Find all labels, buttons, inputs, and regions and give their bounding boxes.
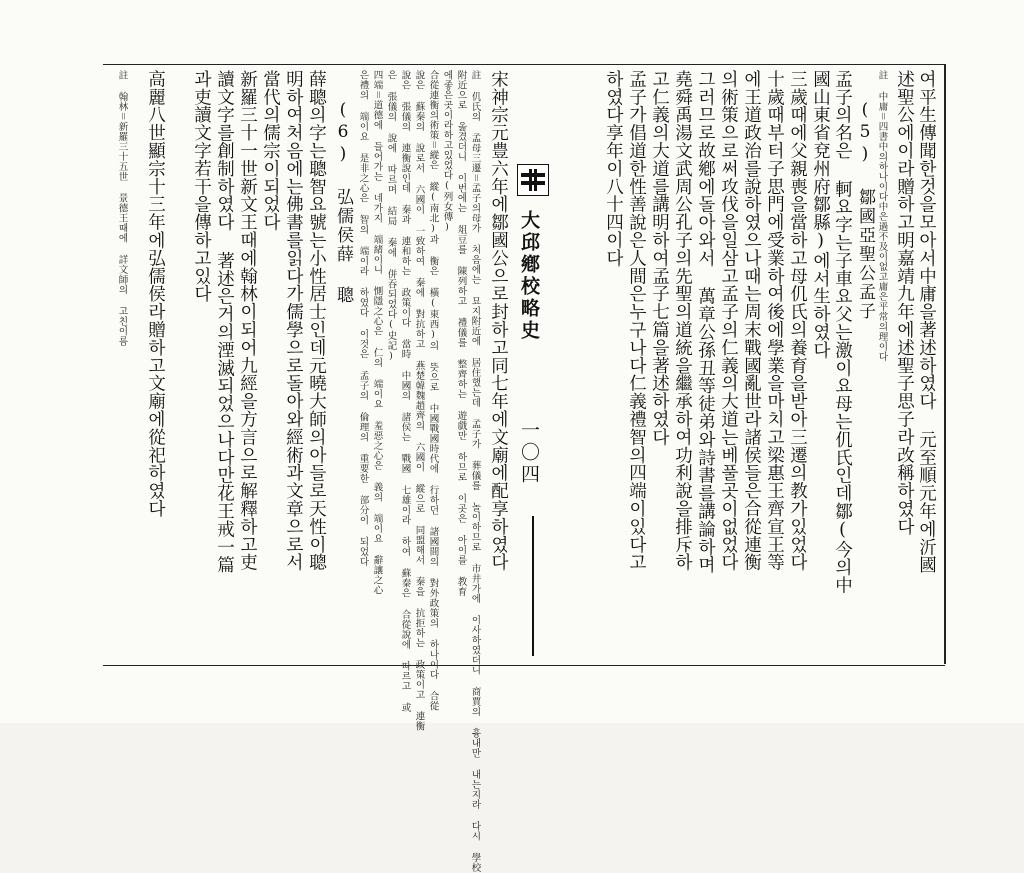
page-border-right	[944, 64, 946, 664]
left-col-8: 高麗八世顯宗十三年에弘儒侯라贈하고文廟에從祀하였다	[145, 70, 166, 518]
left-note-4: 合從連衡의術策＝縱은 縱(南北)과 衡은 橫(東西)의 뜻으로 中國戰國時代에 行하던 諸國間의 對外政策의 하나이다 合從	[427, 70, 439, 711]
section-heading-6: (6) 弘儒侯薛 聰	[333, 100, 353, 305]
left-note-2: 附近으로 옮겼더니 이번에는 俎豆를 陳列하고 禮儀를 整齊하는 遊戲만 하므로 이곳은 아이를 教育	[455, 70, 467, 597]
running-head-title: 大邱鄕校略史	[518, 210, 540, 342]
left-col-7: 과吏讀文字若干을傳하고있다	[191, 70, 212, 303]
left-note-8: 四端＝道德에 들어가는 네가지 端緒이니 惻隱之心은 仁의 端이요 羞惡之心은 義의 端이요 辭讓之心	[371, 70, 383, 595]
section-heading-5: (5) 鄒國亞聖公孟子	[855, 100, 875, 321]
right-col-1: 여平生傳聞한것을모아서中庸을著述하였다 元至順元年에沂國	[916, 70, 937, 574]
right-note-1: 註 中庸＝四書中의하나이다中은過不及이없고庸은平常의理이다	[876, 70, 888, 362]
left-note-1: 註 仉氏의 孟母三遷＝孟子의母가 처음에는 묘지附近에 居住했는데 孟子가 葬儀를 놀이하므로 市井가에 이사하였더니 商賈의 흉내만 내는지라 다시 學校	[469, 70, 481, 873]
left-col-5: 新羅三十一世新文王때에翰林이되어九經을方言으로解釋하고吏	[237, 70, 258, 572]
gutter-rule	[532, 516, 534, 656]
left-note-10: 註 翰林＝新羅三十五世 景德王때에 詳文師의 고친이름	[116, 70, 128, 346]
left-col-2: 薛聰의字는聰智요號는小性居士인데元曉大師의아들로天性이聰	[306, 70, 327, 572]
page-number: 一〇四	[518, 420, 540, 486]
left-col-4: 當代의儒宗이되었다	[260, 70, 281, 232]
right-col-9: 그러므로故鄕에돌아와서 萬章公孫丑等徒弟와詩書를講論하며	[695, 70, 716, 574]
right-col-5: 三歲때에父親喪을當하고母仉氏의養育을받아三遷의教가있었다	[787, 70, 808, 572]
right-col-12: 孟子가倡道한性善說은人間은누구나다仁義禮智의四端이있다고	[626, 70, 647, 572]
right-col-10: 堯舜禹湯文武周公孔子의先聖의道統을繼承하여功利說을排斥하	[672, 70, 693, 572]
right-col-13: 하였다享年이八十四이다	[603, 70, 624, 267]
right-col-6: 十歲때부터子思門에受業하여後에學業을마치고梁惠王齊宣王等	[764, 70, 785, 572]
left-col-1: 宋神宗元豊六年에鄒國公으로封하고同七年에文廟에配享하였다	[488, 70, 509, 572]
left-note-7: 은 張儀의 說에 따르며 結局 秦에 併吞되었다(史記)	[385, 70, 397, 362]
right-col-4: 國山東省兗州府鄒縣)에서生하였다	[810, 70, 831, 359]
school-emblem-icon	[517, 164, 549, 196]
left-col-3: 明하여처음에는佛書를읽다가儒學으로돌아와經術과文章으로서	[283, 70, 304, 572]
right-col-11: 고仁義의大道를講明하여孟子七篇을著述하였다	[649, 70, 670, 446]
right-col-2: 述聖公에이라贈하고明嘉靖九年에述聖子思子라改稱하였다	[894, 70, 915, 536]
left-note-9: 은禮의 端이요 是非之心은 智의 端이라 하였다 이것은 孟子의 倫理의 重要한 部分이 되었다	[357, 70, 369, 567]
right-col-7: 에王道政治를說하였으나때는周末戰國亂世라諸侯들은合從連衡	[741, 70, 762, 572]
left-note-6: 說은 張儀의 連衡說인데 秦과 連和하는 政策이다 當時 中國의 諸侯는 戰國 七雄이라 하여 蘇秦은 合從說에 따르고 或	[399, 70, 411, 713]
right-col-8: 의術策으로써攻伐을일삼고孟子의仁義의大道는베풀곳이없었다	[718, 70, 739, 572]
left-note-3: 에좋은곳이라하고있었다(列女傳)	[441, 70, 453, 233]
left-note-5: 說은 蘇秦의 說로서 六國이 一致하여 秦에 對抗하고 燕楚韓魏趙齊의 六國이 縱으로 同盟해서 秦을 抗拒하는 政策이고 連衡	[413, 70, 425, 731]
right-col-3: 孟子의名은 軻요字는子車요父는激이요母는仉氏인데鄒(今의中	[832, 70, 853, 595]
left-col-6: 讀文字를創制하였다 著述은거의湮滅되었으나다만花王戒一篇	[214, 70, 235, 574]
